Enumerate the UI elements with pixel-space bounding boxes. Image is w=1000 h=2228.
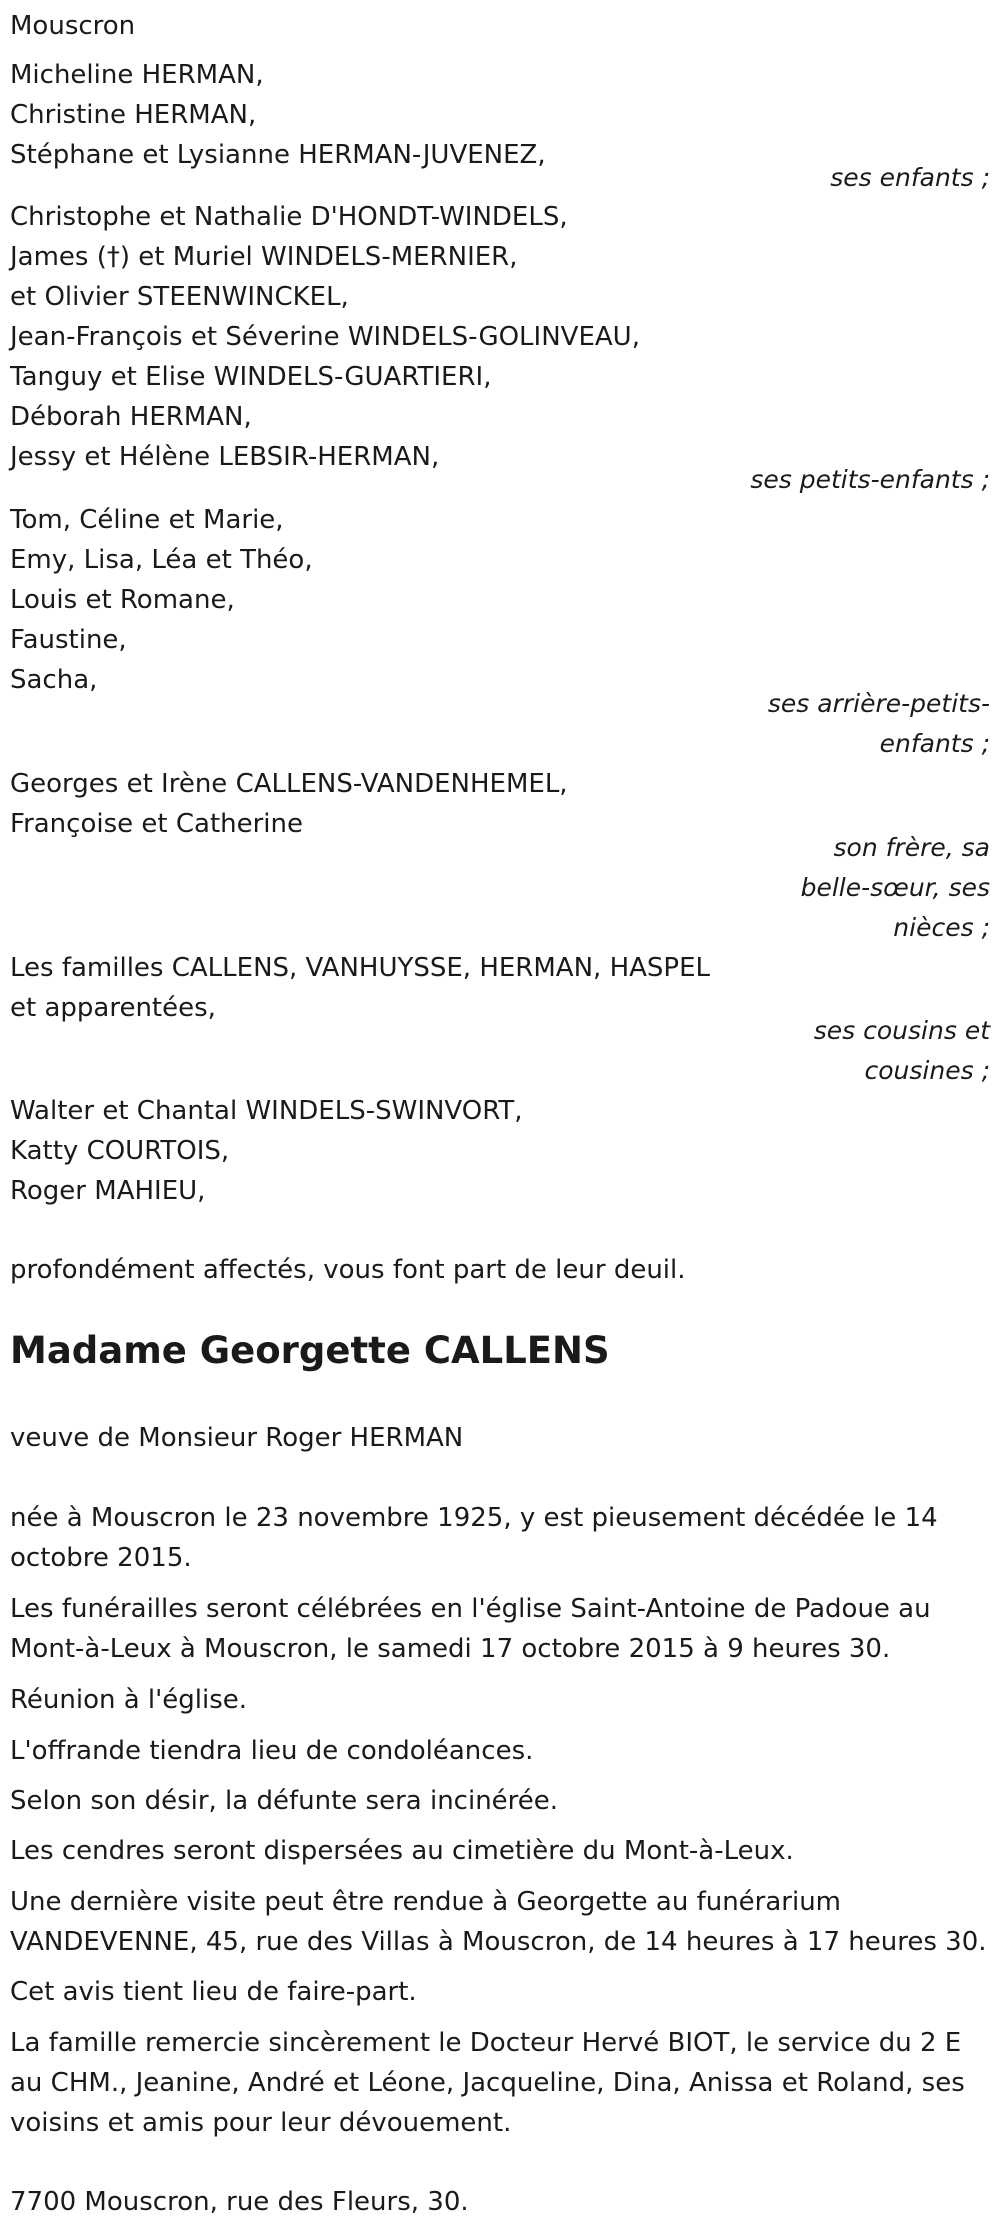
relation-label: ses enfants ; <box>830 163 990 192</box>
family-name-line: Walter et Chantal WINDELS-SWINVORT, <box>10 1096 523 1126</box>
family-name-line: Déborah HERMAN, <box>10 402 252 432</box>
paragraph-line: au CHM., Jeanine, André et Léone, Jacqueline, Dina, Anissa et Roland, ses <box>10 2068 965 2098</box>
paragraph-line: Réunion à l'église. <box>10 1685 248 1715</box>
family-name-line: Tom, Céline et Marie, <box>10 505 284 535</box>
family-name-line: James (†) et Muriel WINDELS-MERNIER, <box>10 242 518 272</box>
family-name-line: Faustine, <box>10 625 127 655</box>
relation-label: nièces ; <box>893 913 990 942</box>
relation-label: cousines ; <box>864 1056 990 1085</box>
relation-label: ses arrière-petits- <box>767 689 990 718</box>
widow-of: veuve de Monsieur Roger HERMAN <box>10 1423 464 1453</box>
paragraph-line: L'offrande tiendra lieu de condoléances. <box>10 1736 534 1766</box>
paragraph-line: Selon son désir, la défunte sera incinérée. <box>10 1786 559 1816</box>
family-name-line: Stéphane et Lysianne HERMAN-JUVENEZ, <box>10 140 546 170</box>
family-name-line: Les familles CALLENS, VANHUYSSE, HERMAN, HASPEL <box>10 953 711 983</box>
family-name-line: Emy, Lisa, Léa et Théo, <box>10 545 313 575</box>
family-name-line: et Olivier STEENWINCKEL, <box>10 282 349 312</box>
relation-label: ses petits-enfants ; <box>750 465 990 494</box>
relation-label: son frère, sa <box>833 833 990 862</box>
relation-label: enfants ; <box>879 729 990 758</box>
paragraph-line: octobre 2015. <box>10 1543 192 1573</box>
family-name-line: Jessy et Hélène LEBSIR-HERMAN, <box>10 442 440 472</box>
paragraph-line: Les cendres seront dispersées au cimetière du Mont-à-Leux. <box>10 1836 794 1866</box>
paragraph-line: Cet avis tient lieu de faire-part. <box>10 1977 417 2007</box>
paragraph-line: Les funérailles seront célébrées en l'église Saint-Antoine de Padoue au <box>10 1594 931 1624</box>
family-name-line: Sacha, <box>10 665 98 695</box>
relation-label: belle-sœur, ses <box>800 873 990 902</box>
family-name-line: Christine HERMAN, <box>10 100 257 130</box>
paragraph-line: née à Mouscron le 23 novembre 1925, y est pieusement décédée le 14 <box>10 1503 938 1533</box>
family-name-line: Françoise et Catherine <box>10 809 303 839</box>
paragraph-line: Une dernière visite peut être rendue à Georgette au funérarium <box>10 1887 842 1917</box>
paragraph-line: voisins et amis pour leur dévouement. <box>10 2108 512 2138</box>
family-name-line: Micheline HERMAN, <box>10 60 264 90</box>
relation-label: ses cousins et <box>813 1016 990 1045</box>
family-name-line: Georges et Irène CALLENS-VANDENHEMEL, <box>10 769 568 799</box>
closing-line: profondément affectés, vous font part de leur deuil. <box>10 1255 686 1285</box>
paragraph-line: Mont-à-Leux à Mouscron, le samedi 17 octobre 2015 à 9 heures 30. <box>10 1634 891 1664</box>
family-name-line: Tanguy et Elise WINDELS-GUARTIERI, <box>10 362 492 392</box>
family-name-line: Christophe et Nathalie D'HONDT-WINDELS, <box>10 202 568 232</box>
paragraph-line: VANDEVENNE, 45, rue des Villas à Mouscron, de 14 heures à 17 heures 30. <box>10 1927 987 1957</box>
family-name-line: Katty COURTOIS, <box>10 1136 230 1166</box>
paragraph-line: La famille remercie sincèrement le Docteur Hervé BIOT, le service du 2 E <box>10 2028 962 2058</box>
location: Mouscron <box>10 11 136 41</box>
family-name-line: Jean-François et Séverine WINDELS-GOLINVEAU, <box>10 322 640 352</box>
address: 7700 Mouscron, rue des Fleurs, 30. <box>10 2187 469 2217</box>
deceased-name: Madame Georgette CALLENS <box>10 1329 610 1372</box>
family-name-line: Roger MAHIEU, <box>10 1176 206 1206</box>
family-name-line: Louis et Romane, <box>10 585 235 615</box>
family-name-line: et apparentées, <box>10 993 216 1023</box>
